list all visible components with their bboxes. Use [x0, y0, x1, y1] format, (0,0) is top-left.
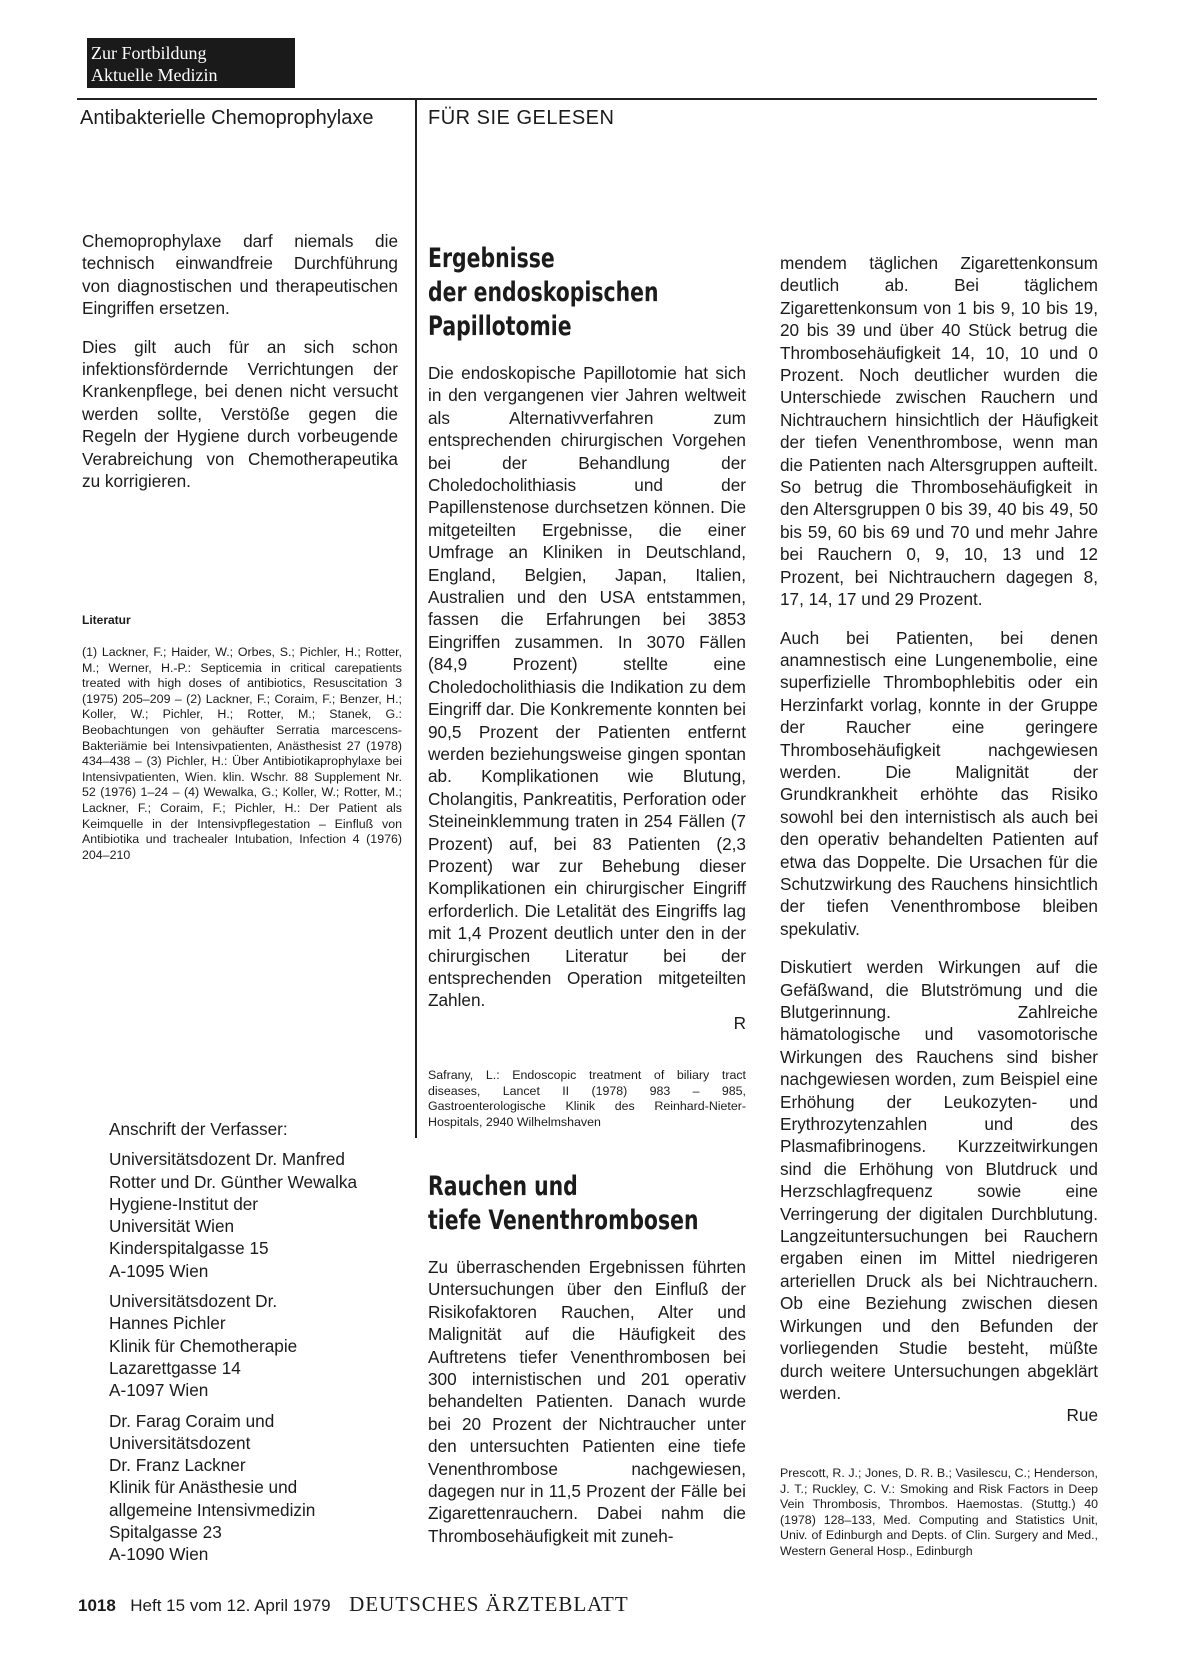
article-1-title-line2: der endoskopischen [428, 277, 659, 308]
address-line: Dr. Farag Coraim und [109, 1410, 275, 1431]
address-line: Universität Wien [109, 1216, 235, 1237]
article-1-text: Die endoskopische Papillotomie hat sich in den vergangenen vier Jahren weltweit als Alternativverfahren zum entsprechenden chirurgischen Vorgehen bei der Behandlung der Choledocholithiasis und der Papillenstenose durchsetzen können. Die mitgeteilten Ergebnisse, die einer Umfrage an Kliniken in Deutschland, England, Belgien, Japan, Italien, Australien und den USA entstammen, fassen die Erfahrungen bei 3853 Eingriffen zusammen. In 3070 Fällen (84,9 Prozent) stellte eine Choledocholithiasis die Indikation zu dem Eingriff dar. Die Konkremente konnten bei 90,5 Prozent der Patienten entfernt werden beziehungsweise gingen spontan ab. Komplikationen wie Blutung, Cholangitis, Pankreatitis, Perforation oder Steineinklemmung traten in 254 Fällen (7 Prozent) auf, bei 83 Patienten (2,3 Prozent) war zur Behebung dieser Komplikationen ein chirurgischer Eingriff erforderlich. Die Letalität des Eingriffs lag mit 1,4 Prozent deutlich unter den in der chirurgischen Literatur bei der entsprechenden Operation mitgeteilten Zahlen. [428, 363, 746, 1011]
page-number: 1018 [78, 1596, 116, 1615]
address-line: allgemeine Intensivmedizin [109, 1499, 316, 1520]
section-label-line2: Aktuelle Medizin [91, 65, 218, 85]
article-2-paragraph-2: Auch bei Patienten, bei denen anamnestisch eine Lungenembolie, eine superfizielle Thrombophlebitis oder ein Herzinfarkt vorlag, konnte in der Gruppe der Raucher eine geringere Thrombosehäufigkeit nachgewiesen werden. Die Malignität der Grundkrankheit erhöhte das Risiko sowohl bei den internistisch als auch bei den operativ behandelten Patienten auf etwa das Doppelte. Die Ursachen für die Schutzwirkung des Rauchens hinsichtlich der tiefen Venenthrombose bleiben spekulativ. [780, 627, 1098, 939]
address-line: Lazarettgasse 14 [109, 1357, 241, 1378]
address-line: Klinik für Chemotherapie [109, 1335, 298, 1356]
author-address [109, 1118, 409, 1574]
header-rule [77, 98, 1097, 100]
page-footer [78, 1592, 629, 1617]
running-header-right: FÜR SIE GELESEN [428, 107, 615, 129]
address-block-3 [109, 1410, 409, 1566]
left-paragraph-1: Chemoprophylaxe darf niemals die technisch einwandfreie Durchführung von diagnostischen und therapeutischen Eingriffen ersetzen. [82, 231, 398, 319]
literature-heading: Literatur [82, 613, 131, 627]
address-line: Kinderspitalgasse 15 [109, 1238, 269, 1259]
article-1-signature: R [733, 1012, 746, 1033]
article-2-title-line1: Rauchen und [428, 1171, 578, 1202]
journal-name: DEUTSCHES ÄRZTEBLATT [349, 1592, 629, 1616]
address-line: A-1090 Wien [109, 1544, 209, 1565]
address-heading: Anschrift der Verfasser: [109, 1119, 288, 1139]
article-1-title [428, 242, 748, 344]
article-2-signature: Rue [1066, 1405, 1098, 1426]
article-2-title [428, 1170, 748, 1238]
section-label-line1: Zur Fortbildung [91, 43, 207, 63]
address-line: Universitätsdozent [109, 1432, 251, 1453]
article-1-signoff [428, 1012, 746, 1034]
address-line: Rotter und Dr. Günther Wewalka [109, 1171, 358, 1192]
address-block-1 [109, 1148, 409, 1282]
article-2-paragraph-1: mendem täglichen Zigarettenkonsum deutlich ab. Bei täglichem Zigarettenkonsum von 1 bis 9, 10 bis 19, 20 bis 39 und über 40 Stück betrug die Thrombosehäufigkeit 14, 10, 10 und 0 Prozent. Noch deutlicher wurden die Unterschiede zwischen Rauchern und Nichtrauchern hinsichtlich der Häufigkeit der tiefen Venenthrombose, wenn man die Patienten nach Altersgruppen aufteilt. So betrug die Thrombosehäufigkeit in den Altersgruppen 0 bis 39, 40 bis 49, 50 bis 59, 60 bis 69 und 70 und mehr Jahre bei Rauchern 0, 9, 10, 13 und 12 Prozent, bei Nichtrauchern dagegen 8, 17, 14, 17 und 29 Prozent. [780, 253, 1098, 610]
article-2-body-col2: Zu überraschenden Ergebnissen führten Untersuchungen über den Einfluß der Risikofaktoren Rauchen, Alter und Malignität auf die Häufigkeit des Auftretens tiefer Venenthrombosen bei 300 internistischen und 201 operativ behandelten Patienten. Danach wurde bei 20 Prozent der Nichtraucher unter den untersuchten Patienten eine tiefe Venenthrombose nachgewiesen, dagegen nur in 11,5 Prozent der Fälle bei Zigarettenrauchern. Dabei nahm die Thrombosehäufigkeit mit zuneh- [428, 1257, 746, 1546]
article-1-title-line3: Papillotomie [428, 311, 572, 342]
address-line: Spitalgasse 23 [109, 1522, 222, 1543]
section-label [87, 38, 295, 88]
article-2-signoff [780, 1404, 1098, 1426]
address-line: Hannes Pichler [109, 1313, 226, 1334]
literature-list: (1) Lackner, F.; Haider, W.; Orbes, S.; Pichler, H.; Rotter, M.; Werner, H.-P.: Septicemia in critical carepatients treated with high doses of antibiotics, Resuscitation 3 (1975) 205–209 – (2) Lackner, F.; Coraim, F.; Benzer, H.; Koller, W.; Pichler, H.; Rotter, M.; Stanek, G.: Beobachtungen von gehäufter Serratia marcescens-Bakteriämie bei Intensivpatienten, Anästhesist 27 (1978) 434–438 – (3) Pichler, H.: Über Antibiotikaprophylaxe bei Intensivpatienten, Wien. klin. Wschr. 88 Supplement Nr. 52 (1976) 1–24 – (4) Wewalka, G.; Koller, W.; Rotter, M.; Lackner, F.; Coraim, F.; Pichler, H.: Der Patient als Keimquelle in der Intensivpflegestation – Einfluß von Antibiotika und trachealer Intubation, Infection 4 (1976) 204–210 [82, 645, 402, 862]
column-divider [415, 98, 417, 1138]
address-line: A-1097 Wien [109, 1380, 209, 1401]
address-block-2 [109, 1290, 409, 1401]
address-line: Universitätsdozent Dr. Manfred [109, 1149, 345, 1170]
address-line: Klinik für Anästhesie und [109, 1477, 298, 1498]
address-line: Dr. Franz Lackner [109, 1455, 246, 1476]
article-2-reference: Prescott, R. J.; Jones, D. R. B.; Vasilescu, C.; Henderson, J. T.; Ruckley, C. V.: Smoking and Risk Factors in Deep Vein Thrombosis, Thrombos. Haemostas. (Stuttg.) 40 (1978) 128–133, Med. Computing and Statistics Unit, Univ. of Edinburgh and Depts. of Clin. Surgery and Med., Western General Hosp., Edinburgh [780, 1466, 1098, 1558]
article-2-body-col3 [780, 252, 1098, 1427]
issue-info: Heft 15 vom 12. April 1979 [130, 1596, 331, 1615]
address-line: Hygiene-Institut der [109, 1193, 259, 1214]
left-paragraph-2: Dies gilt auch für an sich schon infektionsfördernde Verrichtungen der Krankenpflege, bei denen nicht versucht werden sollte, Verstöße gegen die Regeln der Hygiene durch vorbeugende Verabreichung von Chemotherapeutika zu korrigieren. [82, 336, 398, 492]
left-column-text [82, 230, 398, 508]
article-1-title-line1: Ergebnisse [428, 243, 555, 274]
article-1-reference: Safrany, L.: Endoscopic treatment of biliary tract diseases, Lancet II (1978) 983 – 985, Gastroenterologische Klinik des Reinhard-Nieter-Hospitals, 2940 Wilhelmshaven [428, 1068, 746, 1129]
article-2-title-line2: tiefe Venenthrombosen [428, 1205, 699, 1236]
running-header-left: Antibakterielle Chemoprophylaxe [80, 107, 374, 129]
article-2-paragraph-3: Diskutiert werden Wirkungen auf die Gefäßwand, die Blutströmung und die Blutgerinnung. Zahlreiche hämatologische und vasomotorische Wirkungen des Rauchens sind bisher nachgewiesen worden, zum Beispiel eine Erhöhung der Leukozyten- und Erythrozytenzahlen und des Plasmafibrinogens. Kurzzeitwirkungen sind die Erhöhung von Blutdruck und Herzschlagfrequenz sowie eine Verringerung der digitalen Durchblutung. Langzeituntersuchungen bei Rauchern ergaben einen im Mittel niedrigeren arteriellen Druck als bei Nichtrauchern. Ob eine Beziehung zwischen diesen Wirkungen und den Befunden der vorliegenden Studie besteht, müßte durch weitere Untersuchungen abgeklärt werden. [780, 957, 1098, 1403]
article-1-body [428, 362, 746, 1034]
address-line: A-1095 Wien [109, 1260, 209, 1281]
address-line: Universitätsdozent Dr. [109, 1291, 278, 1312]
